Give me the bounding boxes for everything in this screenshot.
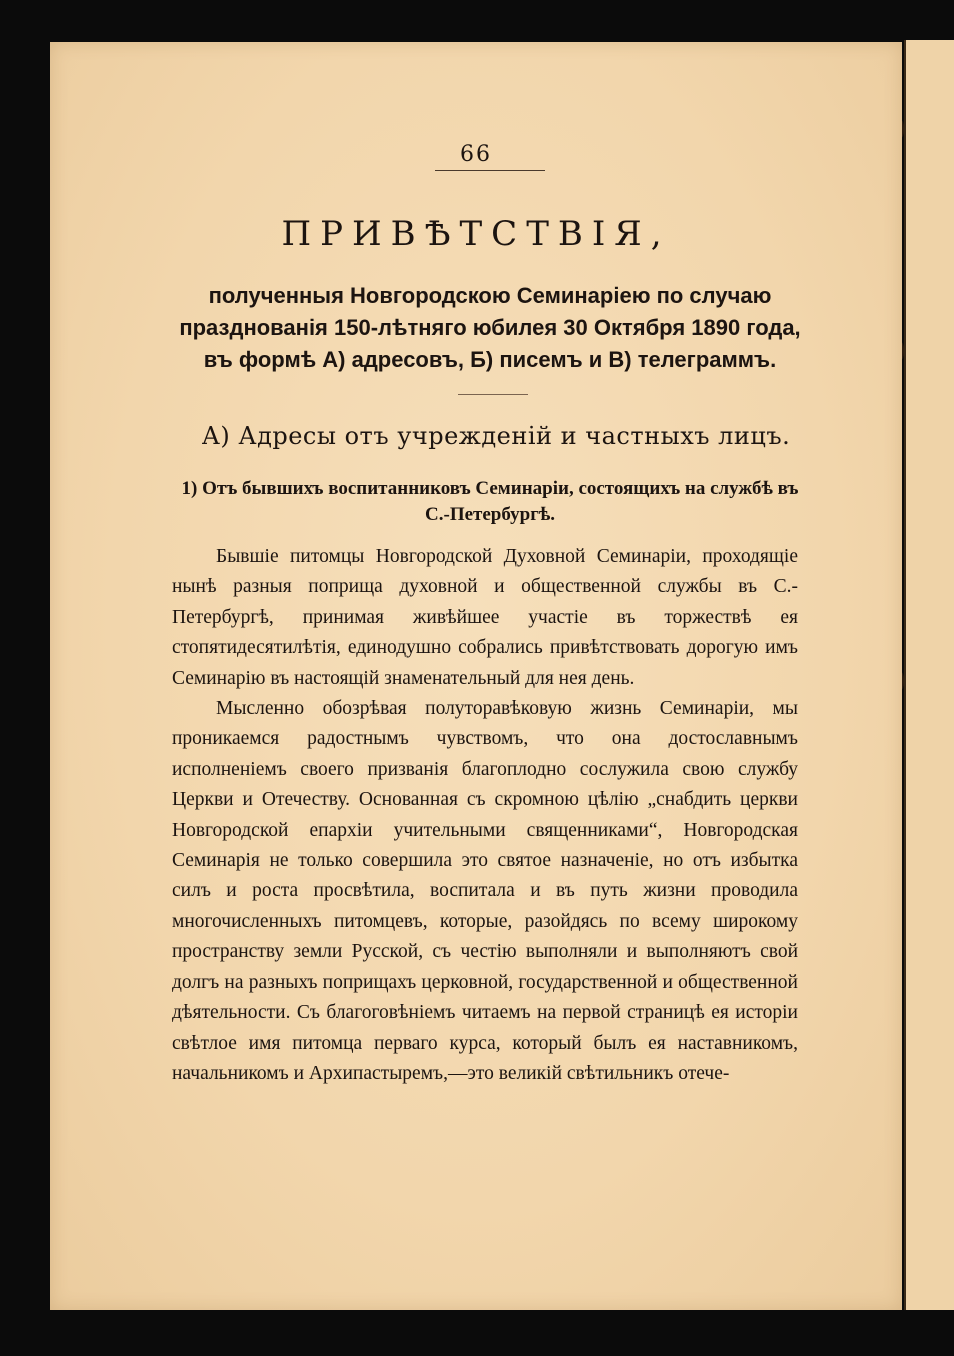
body-text — [172, 542, 798, 1089]
book-page — [50, 42, 902, 1310]
page-content — [50, 42, 902, 1310]
adjacent-page-edge — [904, 40, 954, 1310]
page-number: 66 — [460, 142, 492, 167]
paragraph: Бывшіе питомцы Новгородской Духовной Семинаріи, проходящіе нынѣ разныя поприща духовной и общественной службы въ С.-Петербургѣ, принимая живѣйшее участіе въ торжествѣ ея стопятидесятилѣтія, единодушно собрались привѣтствовать дорогую имъ Семинарію въ настоящій знаменательный для нея день. — [172, 546, 798, 689]
page-subtitle: полученныя Новгородскою Семинаріею по случаю празднованія 150-лѣтняго юбилея 30 Октября 1890 года, въ формѣ А) адресовъ, Б) писемъ и В) телеграммъ. — [179, 283, 801, 372]
page-title: ПРИВѢТСТВІЯ, — [281, 214, 671, 254]
paragraph: Мысленно обозрѣвая полуторавѣковую жизнь Семинаріи, мы проникаемся радостнымъ чувствомъ, что она достославнымъ исполненіемъ своего призванія благоплодно сослужила свою службу Церкви и Отечеству. Основанная съ скромною цѣлію „снабдить церкви Новгородской епархіи учительными священниками“, Новгородская Семинарія не только совершила это святое назначеніе, но отъ избытка силъ и роста просвѣтила, воспитала и въ путь жизни проводила многочисленныхъ питомцевъ, которые, разойдясь по всему широкому пространству земли Русской, съ честію выполняли и выполняютъ свой долгъ на разныхъ поприщахъ церковной, государственной и общественной дѣятельности. Съ благоговѣніемъ читаемъ на первой страницѣ ея исторіи свѣтлое имя питомца перваго курса, который былъ ея наставникомъ, начальникомъ и Архипастыремъ,—это великій свѣтильникъ отече- — [172, 698, 798, 1084]
item-heading: 1) Отъ бывшихъ воспитанниковъ Семинаріи, состоящихъ на службѣ въ С.-Петербургѣ. — [181, 478, 799, 525]
page-number-rule — [435, 170, 545, 171]
section-heading: А) Адресы отъ учрежденій и частныхъ лицъ. — [201, 422, 791, 450]
title-divider — [458, 394, 528, 395]
